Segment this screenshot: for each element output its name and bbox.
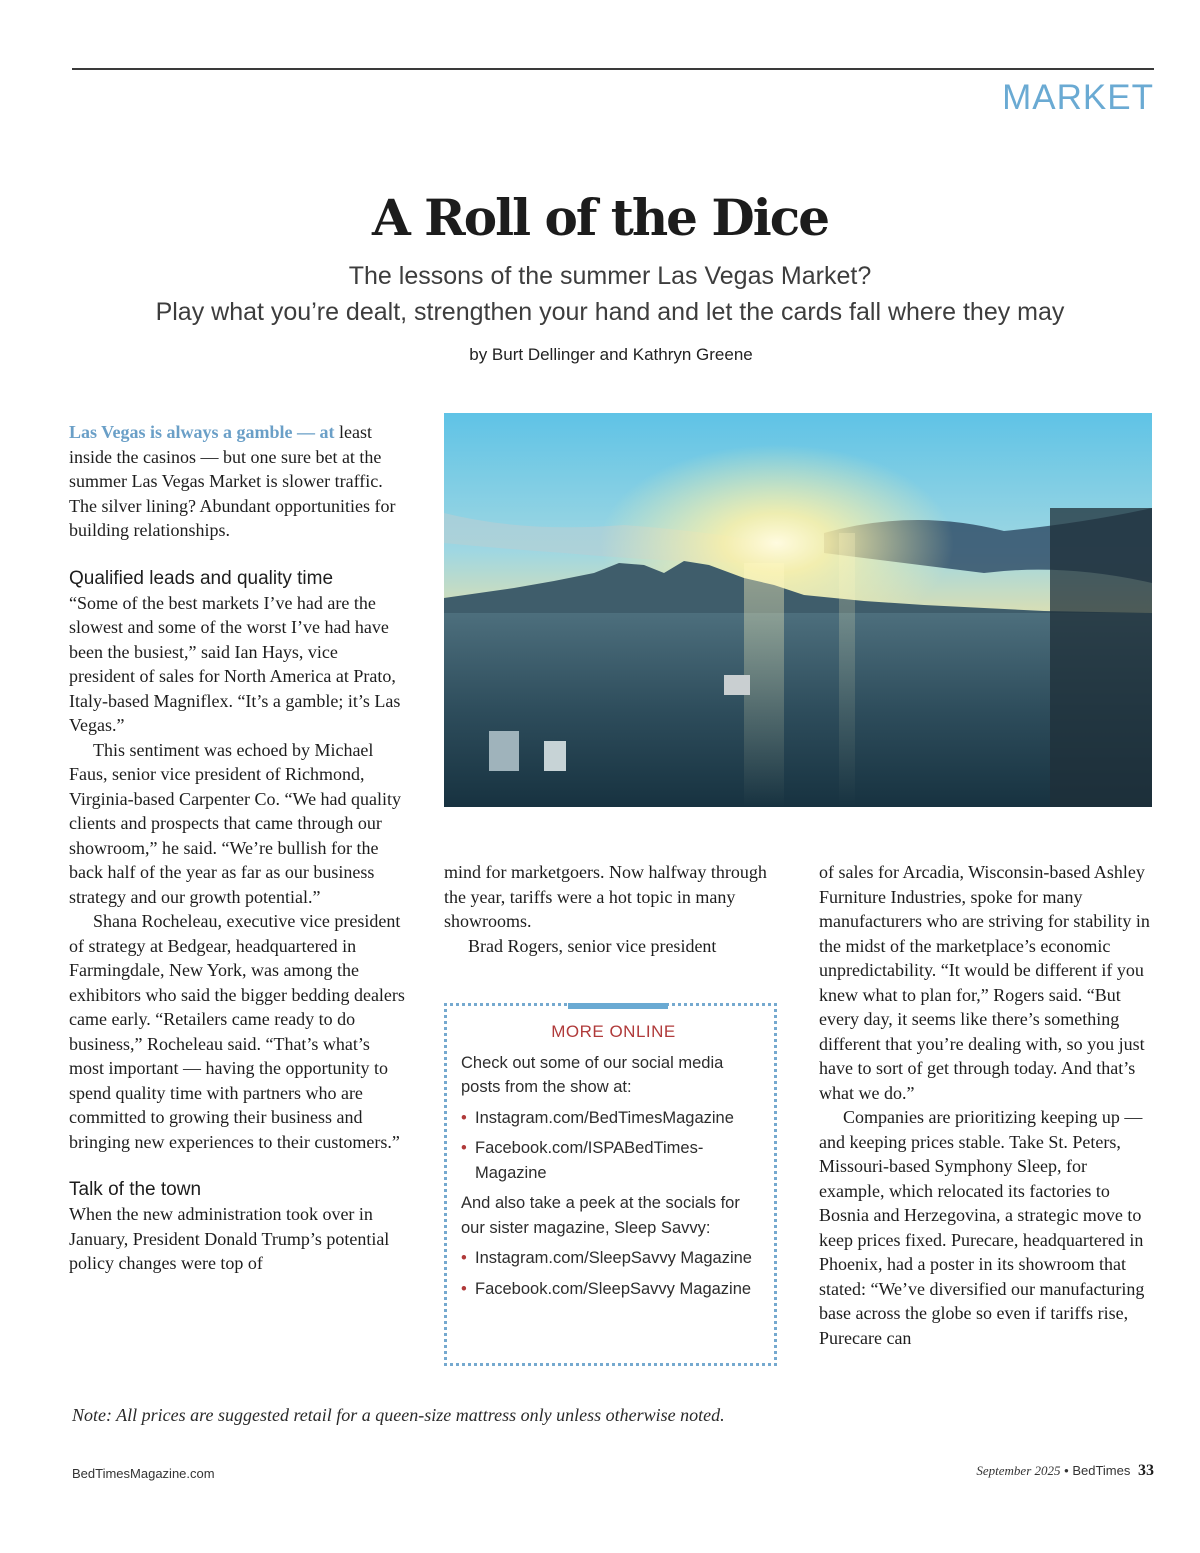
column-2: [444, 860, 784, 958]
page-number: 33: [1138, 1462, 1154, 1479]
sidebar-accent-bar: [568, 1003, 668, 1009]
paragraph: Brad Rogers, senior vice president: [468, 935, 717, 956]
byline: by Burt Dellinger and Kathryn Greene: [469, 345, 753, 364]
paragraph: of sales for Arcadia, Wisconsin-based Ashley Furniture Industries, spoke for many manufacturers who are striving for stability in the midst of the marketplace’s economic unpredictability. “It would be different if you knew what to plan for,” Rogers said. “But every day, it seems like there’s something different that you’re dealing with, so you just have to sort of get through today. And that’s what we do.”: [819, 862, 1150, 1103]
more-online-sidebar: [444, 1003, 777, 1366]
bullet-icon: •: [461, 1249, 467, 1267]
article-dek: [0, 258, 1200, 330]
paragraph: [69, 420, 405, 543]
article-title: A Roll of the Dice: [371, 188, 829, 247]
sidebar-intro: Check out some of our social media posts from the show at:: [461, 1053, 724, 1096]
paragraph: Companies are prioritizing keeping up — and keeping prices stable. Take St. Peters, Missouri-based Symphony Sleep, for example, which relocated its factories to Bosnia and Herzegovina, a strategic move to keep prices fixed. Purecare, headquartered in Phoenix, had a poster in its showroom that stated: “We’ve diversified our manufacturing base across the globe so even if tariffs rise, Purecare can: [819, 1107, 1145, 1348]
sidebar-heading: MORE ONLINE: [551, 1022, 676, 1041]
column-1: [69, 420, 405, 1276]
sidebar-link[interactable]: Facebook.com/SleepSavvy Magazine: [475, 1279, 752, 1298]
sidebar-link-item[interactable]: [461, 1246, 766, 1271]
footer-issue: September 2025: [976, 1463, 1061, 1478]
paragraph: This sentiment was echoed by Michael Faus, senior vice president of Richmond, Virginia-based Carpenter Co. “We had quality clients and prospects that came through our showroom,” he said. “We’re bullish for the back half of the year as far as our business strategy and our growth potential.”: [69, 739, 402, 907]
sidebar-link-item[interactable]: [461, 1277, 766, 1302]
las-vegas-sunset-photo: [444, 413, 1152, 807]
sidebar-link-item[interactable]: [461, 1136, 766, 1185]
paragraph: When the new administration took over in January, President Donald Trump’s potential policy changes were top of: [69, 1204, 390, 1273]
lead-rest: least inside the casinos — but one sure bet at the summer Las Vegas Market is slower traffic. The silver lining? Abundant opportunities for building relationships.: [69, 422, 396, 540]
subhead-talk-of-town: Talk of the town: [69, 1179, 202, 1200]
bullet-icon: •: [461, 1108, 467, 1127]
footer-brand: BedTimes: [1072, 1463, 1131, 1478]
footer-folio: [976, 1462, 1154, 1480]
footer-bullet: •: [1064, 1463, 1069, 1478]
subhead-qualified-leads: Qualified leads and quality time: [69, 567, 334, 589]
pricing-note: Note: All prices are suggested retail for a queen-size mattress only unless otherwise noted.: [72, 1405, 725, 1425]
paragraph: “Some of the best markets I’ve had are the slowest and some of the worst I’ve had have been the busiest,” said Ian Hays, vice president of sales for North America at Prato, Italy-based Magniflex. “It’s a gamble; it’s Las Vegas.”: [69, 592, 401, 735]
sidebar-link[interactable]: Instagram.com/BedTimesMagazine: [475, 1108, 734, 1127]
paragraph: Shana Rocheleau, executive vice president of strategy at Bedgear, headquartered in Farmingdale, New York, was among the exhibitors who said the bigger bedding dealers came early. “Retailers came ready to do business,” Rocheleau said. “That’s what’s most important — having the opportunity to spend quality time with partners who are committed to growing their business and bringing new experiences to their customers.”: [69, 911, 405, 1152]
sidebar-link[interactable]: Facebook.com/ISPABedTimes-Magazine: [475, 1139, 704, 1182]
footer-website[interactable]: BedTimesMagazine.com: [72, 1466, 215, 1481]
column-3: [819, 860, 1155, 1350]
section-label: MARKET: [1002, 78, 1154, 117]
sidebar-link-item[interactable]: [461, 1106, 766, 1131]
sidebar-link[interactable]: Instagram.com/SleepSavvy Magazine: [475, 1249, 752, 1267]
header-rule: [72, 68, 1154, 70]
bullet-icon: •: [461, 1139, 467, 1157]
paragraph: mind for marketgoers. Now halfway through the year, tariffs were a hot topic in many showrooms.: [444, 862, 767, 931]
dek-line-1: The lessons of the summer Las Vegas Market?: [348, 262, 872, 290]
sidebar-intro-2: And also take a peek at the socials for our sister magazine, Sleep Savvy:: [461, 1194, 740, 1237]
dek-line-2: Play what you’re dealt, strengthen your hand and let the cards fall where they may: [155, 298, 1065, 326]
lead-in: Las Vegas is always a gamble — at: [69, 422, 335, 442]
bullet-icon: •: [461, 1279, 467, 1298]
